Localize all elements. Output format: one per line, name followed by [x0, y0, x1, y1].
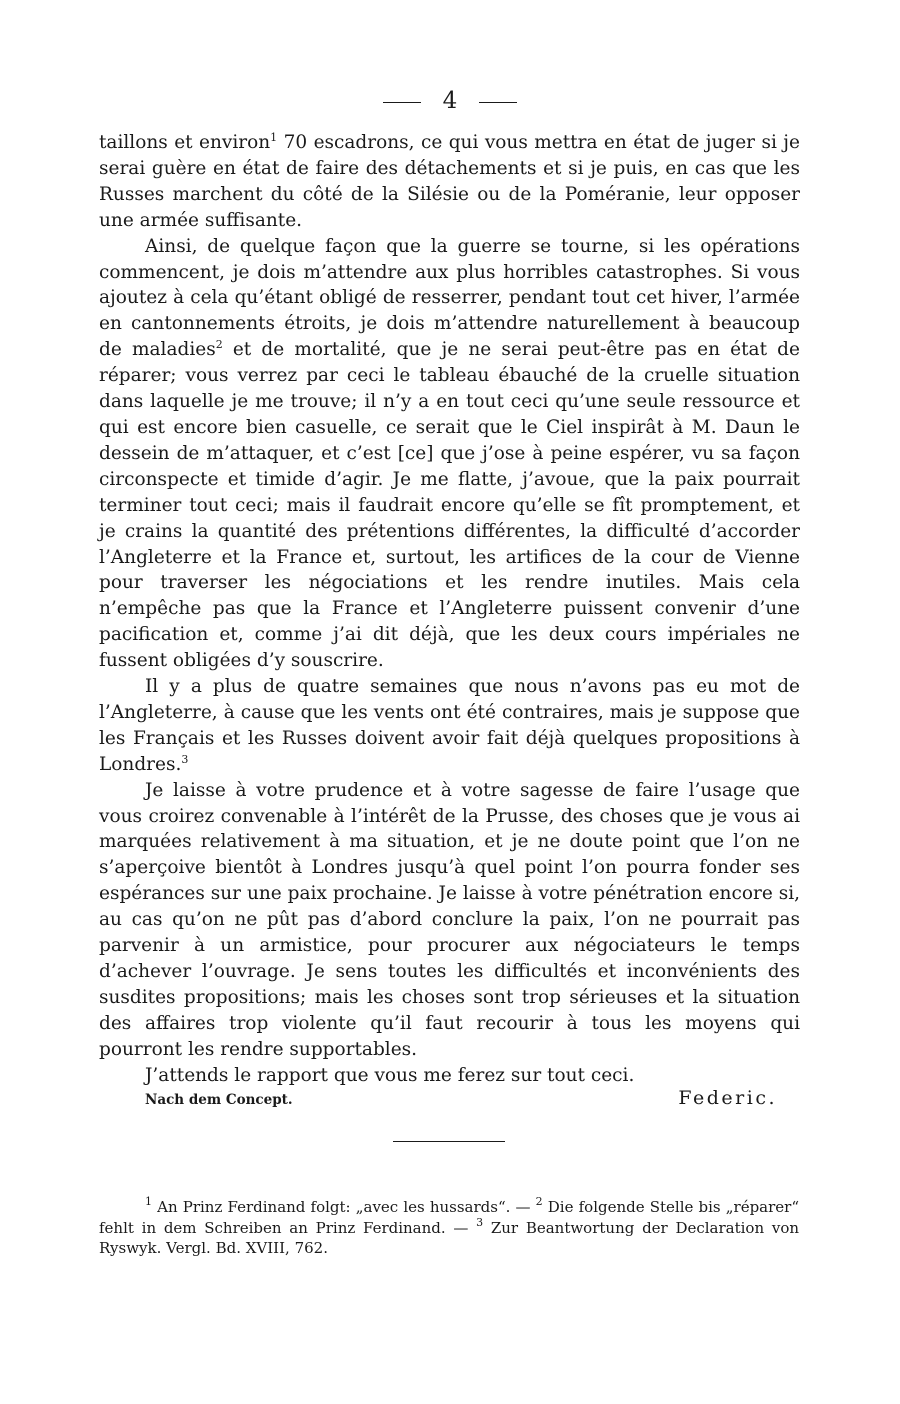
paragraph-5	[99, 1063, 800, 1089]
paragraph-1	[99, 130, 800, 234]
footnote-2: Die folgende Stelle bis „réparer“ fehlt in dem Schreiben an Prinz Ferdinand. —	[99, 1198, 799, 1237]
footnote-text	[99, 1197, 799, 1259]
footnotes	[99, 1197, 799, 1259]
folio-dash-left	[383, 102, 421, 103]
footnote-ref-2: 2	[215, 338, 223, 352]
footnote-separator	[393, 1141, 505, 1142]
closing-row	[145, 1087, 777, 1109]
paragraph-1-text-b: 70 escadrons, ce qui vous mettra en état de juger si je serai guère en état de faire des détachements et si je puis, en cas que les Russes marchent du côté de la Silésie ou de la Poméranie, leur opposer une armée suffisante.	[99, 132, 800, 231]
paragraph-4-text: Je laisse à votre prudence et à votre sagesse de faire l’usage que vous croirez convenable à l’intérêt de la Prusse, des choses que je vous ai marquées relativement à ma situation, et je ne doute point que l’on ne s’aperçoive bientôt à Londres jusqu’à quel point l’on pourra fonder ses espérances sur une paix prochaine. Je laisse à votre pénétration encore si, au cas qu’on ne pût pas d’abord conclure la paix, l’on ne pourrait pas parvenir à un armistice, pour procurer aux négociateurs le temps d’achever l’ouvrage. Je sens toutes les difficultés et inconvénients des susdites propositions; mais les choses sont trop sérieuses et la situation des affaires trop violente qu’il faut recourir à tous les moyens qui pourront les rendre supportables.	[99, 779, 800, 1060]
footnote-ref-1: 1	[270, 131, 278, 144]
footnote-ref-3: 3	[181, 752, 189, 766]
footnote-marker-1: 1	[145, 1195, 152, 1208]
paragraph-1-text-a: taillons et environ	[99, 132, 271, 153]
letter-body	[99, 130, 800, 1089]
footnote-3: Zur Beantwortung der Declaration von Ryswyk. Vergl. Bd. XVIII, 762.	[99, 1218, 800, 1257]
signature: Federic.	[678, 1087, 777, 1109]
source-note: Nach dem Concept.	[145, 1092, 293, 1108]
paragraph-3-text: Il y a plus de quatre semaines que nous n’avons pas eu mot de l’Angleterre, à cause que les vents ont été contraires, mais je suppose que les Français et les Russes doivent avoir fait déjà quelques propositions à Londres.	[99, 676, 800, 775]
paragraph-2-text-b: et de mortalité, que je ne serai peut-être pas en état de réparer; vous verrez par ceci le tableau ébauché de la cruelle situation dans laquelle je me trouve; il n’y a en tout ceci qu’une seule ressource et qui est encore bien casuelle, ce serait que le Ciel inspirât à M. Daun le dessein de m’attaquer, et c’est [ce] que j’ose à peine espérer, vu sa façon circonspecte et timide d’agir. Je me flatte, j’avoue, que la paix pourrait terminer tout ceci; mais il faudrait encore qu’elle se fît promptement, et je crains la quantité des prétentions différentes, la difficulté d’accorder l’Angleterre et la France et, surtout, les artifices de la cour de Vienne pour traverser les négociations et les rendre inutiles. Mais cela n’empêche pas que la France et l’Angleterre puissent convenir d’une pacification et, comme j’ai dit déjà, que les deux cours impériales ne fussent obligées d’y souscrire.	[99, 339, 800, 672]
paragraph-5-text: J’attends le rapport que vous me ferez sur tout ceci.	[145, 1064, 635, 1086]
folio-dash-right	[479, 102, 517, 103]
footnote-1: An Prinz Ferdinand folgt: „avec les hussards“. —	[152, 1198, 536, 1216]
footnote-marker-3: 3	[476, 1215, 484, 1229]
page-number-header	[0, 86, 900, 116]
page-number: 4	[442, 88, 458, 114]
paragraph-2-text-a: Ainsi, de quelque façon que la guerre se tourne, si les opérations commencent, je dois m’attendre aux plus horribles catastrophes. Si vous ajoutez à cela qu’étant obligé de resserrer, pendant tout cet hiver, l’armée en cantonnements étroits, je dois m’attendre naturellement à beaucoup de maladies	[99, 235, 800, 361]
footnote-marker-2: 2	[535, 1195, 543, 1208]
paragraph-4	[99, 778, 800, 1063]
paragraph-2	[99, 234, 800, 674]
paragraph-3	[99, 674, 800, 778]
